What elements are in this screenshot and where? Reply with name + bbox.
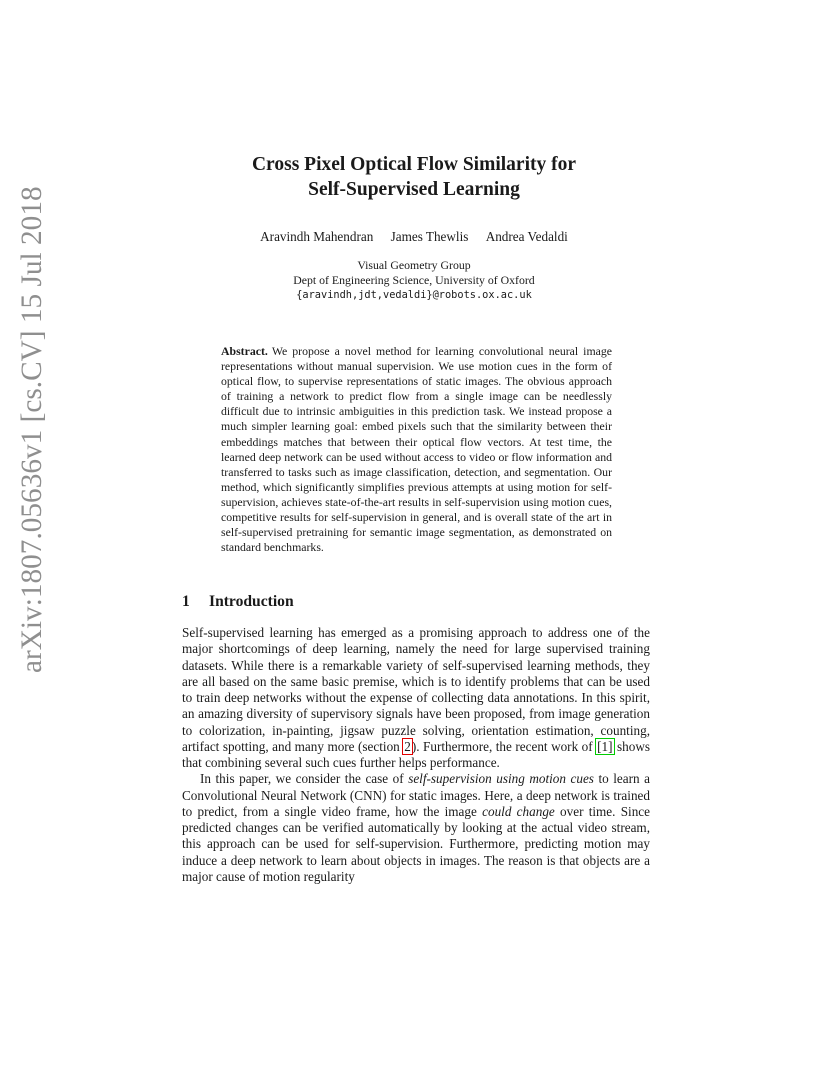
- paragraph-text: ). Furthermore, the recent work of: [411, 738, 593, 754]
- paragraph: [182, 625, 650, 771]
- paragraph-text: to learn a Convolutional Neural Network (CNN) for static images. Here, a deep network is trained to predict, from a single video frame, how the image: [182, 771, 650, 819]
- section-reference-link[interactable]: 2: [404, 738, 411, 754]
- paragraph: [182, 771, 650, 885]
- section-number: 1: [182, 593, 190, 610]
- author-email: {aravindh,jdt,vedaldi}@robots.ox.ac.uk: [296, 289, 532, 301]
- paper-title: [0, 152, 828, 202]
- affiliation-block: [0, 258, 828, 303]
- paragraph-text: In this paper, we consider the case of: [200, 771, 404, 787]
- author-name: Aravindh Mahendran: [260, 229, 374, 244]
- paper-title-line-2: Self-Supervised Learning: [308, 179, 520, 200]
- author-name: James Thewlis: [390, 229, 469, 244]
- arxiv-identifier-stamp: arXiv:1807.05636v1 [cs.CV] 15 Jul 2018: [16, 186, 48, 673]
- paragraph-text: over time. Since predicted changes can be verified automatically by looking at the actual video stream, this approach can be used for self-supervision. Furthermore, predicting motion may induce a deep network to learn about objects in images. The reason is that objects are a major cause of motion regularity: [182, 803, 651, 884]
- abstract-text: We propose a novel method for learning convolutional neural image representations without manual supervision. We use motion cues in the form of optical flow, to supervise representations of static images. The obvious approach of training a network to predict flow from a single image can be needlessly difficult due to intrinsic ambiguities in this prediction task. We instead propose a much simpler learning goal: embed pixels such that the similarity between their embeddings matches that between their optical flow vectors. At test time, the learned deep network can be used without access to video or flow information and transferred to tasks such as image classification, detection, and segmentation. Our method, which significantly simplifies previous attempts at using motion for self-supervision, achieves state-of-the-art results in self-supervision using motion cues, competitive results for self-supervision in general, and is overall state of the art in self-supervised pretraining for semantic image segmentation, as demonstrated on standard benchmarks.: [221, 344, 612, 555]
- paragraph-text: Self-supervised learning has emerged as a promising approach to address one of the major shortcomings of deep learning, namely the need for large supervised training datasets. While there is a remarkable variety of self-supervised learning methods, they are all based on the same basic premise, which is to identify problems that can be used to train deep networks without the expense of collecting data annotations. In this spirit, an amazing diversity of supervisory signals have been proposed, from image generation to colorization, in-painting, jigsaw puzzle solving, orientation estimation, counting, artifact spotting, and many more (section: [182, 625, 650, 754]
- paragraph-text: shows that combining several such cues further helps performance.: [182, 738, 651, 770]
- abstract-label: Abstract.: [221, 344, 268, 358]
- section-heading-introduction: [182, 592, 294, 611]
- citation-link[interactable]: [1]: [597, 738, 613, 754]
- introduction-body: [182, 625, 650, 885]
- abstract: [221, 344, 612, 555]
- paper-title-line-1: Cross Pixel Optical Flow Similarity for: [251, 154, 577, 175]
- author-list: [0, 229, 828, 245]
- affiliation-department: Dept of Engineering Science, University of Oxford: [293, 273, 535, 287]
- author-name: Andrea Vedaldi: [485, 229, 568, 244]
- affiliation-group: Visual Geometry Group: [357, 258, 471, 272]
- section-title: Introduction: [209, 593, 294, 610]
- emphasized-text: could change: [482, 803, 555, 819]
- emphasized-text: self-supervision using motion cues: [408, 771, 594, 787]
